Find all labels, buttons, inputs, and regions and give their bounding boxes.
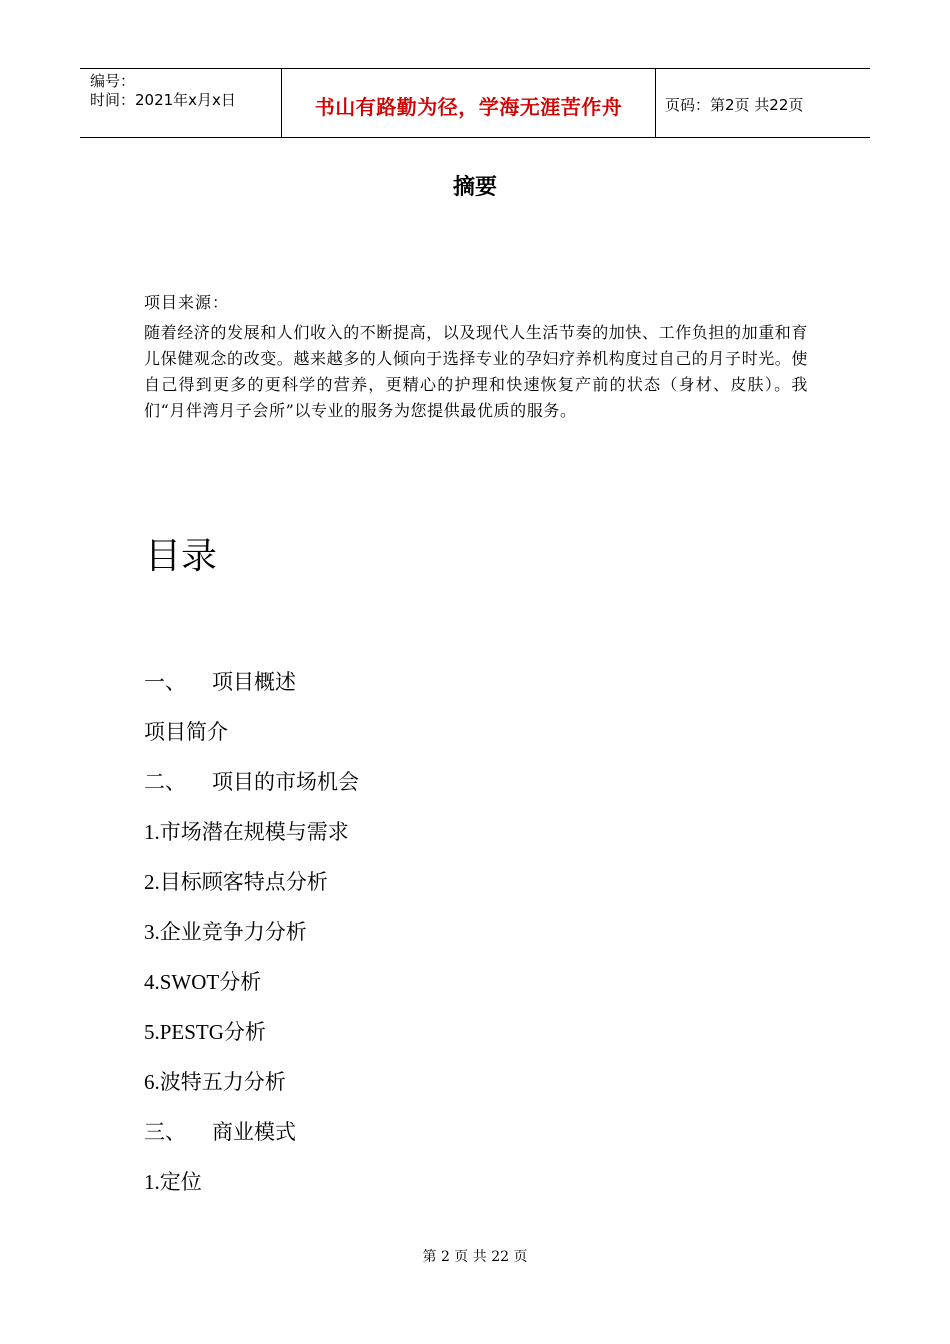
toc-item-label: 波特五力分析 (159, 1070, 286, 1094)
header-meta (90, 72, 236, 110)
toc-item[interactable] (144, 1116, 359, 1166)
toc-item[interactable] (144, 1166, 359, 1216)
toc-item-label: 企业竞争力分析 (159, 920, 307, 944)
toc-item-number: 4. (144, 970, 160, 994)
toc-item-number: 二、 (144, 770, 186, 794)
toc-item[interactable] (144, 1016, 359, 1066)
toc-item-number: 6. (144, 1070, 160, 1094)
header-divider (655, 69, 656, 137)
toc-item-number: 2. (144, 870, 160, 894)
toc-item-number: 1. (144, 1170, 160, 1194)
toc-item-label: 项目的市场机会 (212, 770, 359, 794)
toc-item-number: 3. (144, 920, 160, 944)
toc-item-label: SWOT分析 (159, 970, 262, 994)
toc-item[interactable] (144, 716, 359, 766)
toc-item-number: 一、 (144, 670, 186, 694)
page-footer: 第 2 页 共 22 页 (422, 1249, 528, 1265)
toc-item-number: 5. (144, 1020, 160, 1044)
toc-item[interactable] (144, 766, 359, 816)
toc-item[interactable] (144, 866, 359, 916)
toc-item-number: 三、 (144, 1120, 186, 1144)
header-motto: 书山有路勤为径，学海无涯苦作舟 (314, 95, 623, 119)
toc-title: 目录 (145, 536, 218, 577)
toc-item[interactable] (144, 666, 359, 716)
table-of-contents (144, 666, 359, 1216)
toc-item[interactable] (144, 816, 359, 866)
toc-item-label: 市场潜在规模与需求 (159, 820, 349, 844)
toc-item[interactable] (144, 1066, 359, 1116)
abstract-title: 摘要 (452, 175, 497, 200)
header-table (80, 68, 870, 138)
toc-item[interactable] (144, 966, 359, 1016)
toc-item-label: 项目概述 (212, 670, 296, 694)
toc-item-label: 商业模式 (212, 1120, 296, 1144)
document-time-label: 时间：2021年x月x日 (90, 91, 236, 109)
toc-item-label: 目标顾客特点分析 (159, 870, 328, 894)
toc-item-number: 1. (144, 820, 160, 844)
project-source-label: 项目来源： (144, 293, 230, 312)
toc-item-label: 项目简介 (144, 720, 228, 744)
abstract-paragraph: 随着经济的发展和人们收入的不断提高，以及现代人生活节奏的加快、工作负担的加重和育儿保健观念的改变。越来越多的人倾向于选择专业的孕妇疗养机构度过自己的月子时光。使自己得到更多的更科学的营养，更精心的护理和快速恢复产前的状态（身材、皮肤）。我们“月伴湾月子会所”以专业的服务为您提供最优质的服务。 (144, 323, 809, 420)
toc-item-label: 定位 (159, 1170, 202, 1194)
toc-item[interactable] (144, 916, 359, 966)
header-page-info: 页码：第2页 共22页 (665, 96, 804, 114)
toc-item-label: PESTG分析 (159, 1020, 266, 1044)
document-number-label: 编号： (90, 72, 136, 90)
